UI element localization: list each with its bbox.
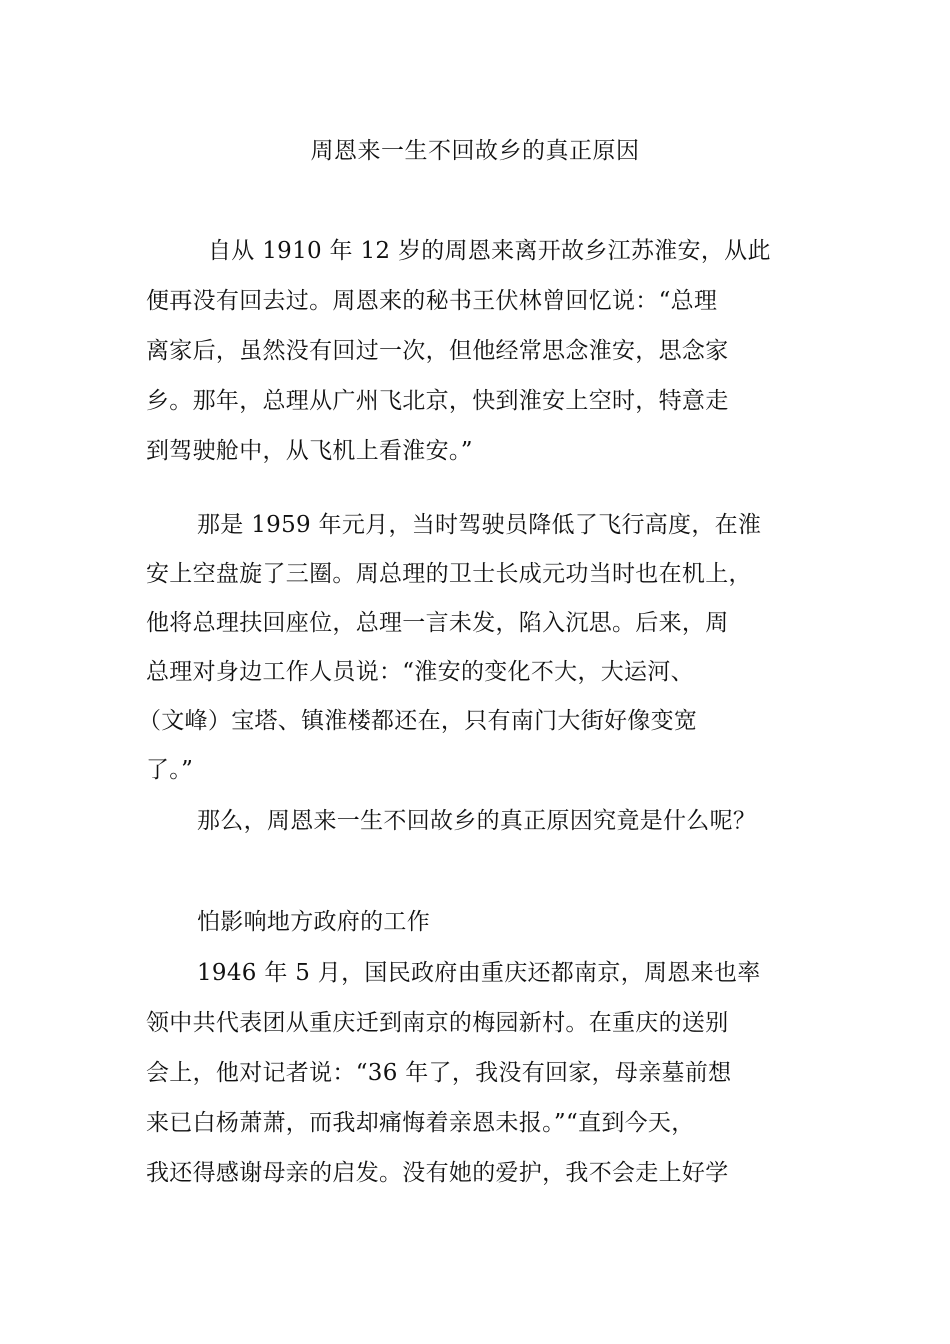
paragraph-line: 那么，周恩来一生不回故乡的真正原因究竟是什么呢？ bbox=[197, 808, 757, 834]
paragraph-line: 1946 年 5 月，国民政府由重庆还都南京，周恩来也率 bbox=[197, 960, 761, 986]
paragraph-line: 自从 1910 年 12 岁的周恩来离开故乡江苏淮安，从此 bbox=[208, 238, 771, 264]
paragraph-line: 我还得感谢母亲的启发。没有她的爱护，我不会走上好学 bbox=[146, 1160, 729, 1186]
paragraph-line: 他将总理扶回座位，总理一言未发，陷入沉思。后来，周 bbox=[146, 610, 729, 636]
section-heading: 怕影响地方政府的工作 bbox=[197, 909, 430, 935]
paragraph-line: 离家后，虽然没有回过一次，但他经常思念淮安，思念家 bbox=[146, 338, 729, 364]
paragraph-line: 便再没有回去过。周恩来的秘书王伏林曾回忆说：“总理 bbox=[146, 288, 718, 314]
paragraph-line: 总理对身边工作人员说：“淮安的变化不大，大运河、 bbox=[146, 659, 694, 685]
paragraph-line: 那是 1959 年元月，当时驾驶员降低了飞行高度，在淮 bbox=[197, 512, 762, 538]
paragraph-line: 乡。那年，总理从广州飞北京，快到淮安上空时，特意走 bbox=[146, 388, 729, 414]
paragraph-line: 到驾驶舱中，从飞机上看淮安。” bbox=[146, 438, 473, 464]
paragraph-line: 来已白杨萧萧，而我却痛悔着亲恩未报。”“直到今天， bbox=[146, 1110, 695, 1136]
paragraph-line: 会上，他对记者说：“36 年了，我没有回家，母亲墓前想 bbox=[146, 1060, 732, 1086]
document-title: 周恩来一生不回故乡的真正原因 bbox=[310, 138, 640, 164]
paragraph-line: 安上空盘旋了三圈。周总理的卫士长成元功当时也在机上， bbox=[146, 561, 752, 587]
paragraph-line: 领中共代表团从重庆迁到南京的梅园新村。在重庆的送别 bbox=[146, 1010, 729, 1036]
paragraph-line: （文峰）宝塔、镇淮楼都还在，只有南门大街好像变宽 bbox=[138, 708, 698, 734]
paragraph-line: 了。” bbox=[146, 757, 194, 783]
